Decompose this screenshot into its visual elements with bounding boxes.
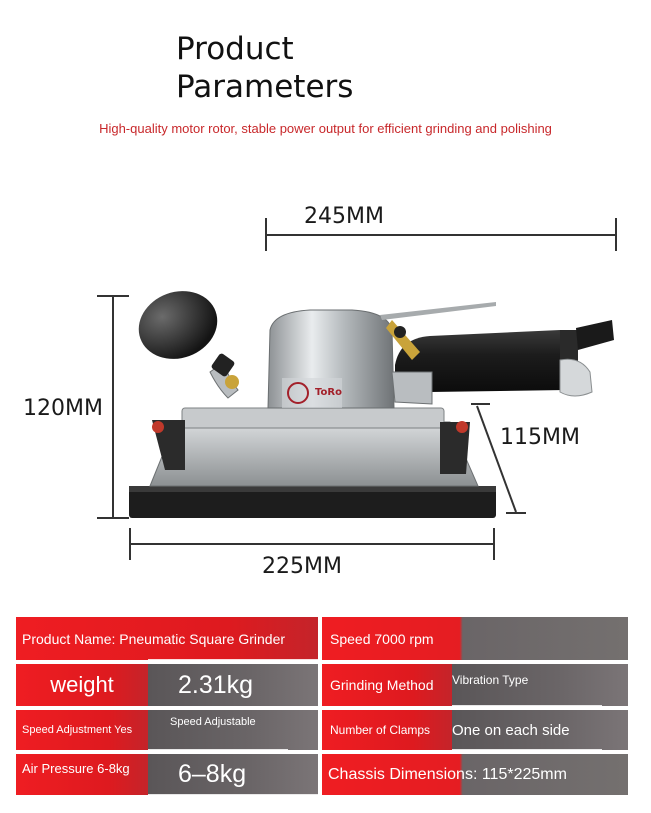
spec-cell-clamps-value bbox=[452, 710, 628, 750]
divider bbox=[148, 659, 318, 660]
spec-cell-clamps-label bbox=[322, 710, 452, 750]
spec-cell-air-label bbox=[16, 754, 148, 795]
divider bbox=[148, 794, 318, 795]
grinder-illustration bbox=[129, 280, 614, 518]
dim-label-side: 115MM bbox=[500, 425, 580, 450]
divider bbox=[452, 749, 602, 750]
product-photo bbox=[0, 180, 651, 600]
spec-cell-air-value bbox=[148, 754, 318, 795]
spec-cell-speed bbox=[322, 617, 628, 660]
page-subtitle: High-quality motor rotor, stable power output for efficient grinding and polishing bbox=[99, 121, 552, 136]
spec-grinding-value: Vibration Type bbox=[452, 673, 529, 687]
dim-label-base: 225MM bbox=[262, 554, 342, 579]
spec-weight-label: weight bbox=[50, 672, 114, 697]
spec-cell-speed-adj-label bbox=[16, 710, 148, 750]
spec-speed: Speed 7000 rpm bbox=[330, 630, 434, 647]
spec-speed-adj-label: Speed Adjustment Yes bbox=[22, 724, 133, 736]
spec-air-value: 6–8kg bbox=[178, 760, 247, 788]
divider bbox=[148, 749, 288, 750]
spec-air-label: Air Pressure 6-8kg bbox=[22, 761, 130, 776]
spec-cell-weight-value bbox=[148, 664, 318, 706]
brand-logo: ToRo bbox=[315, 387, 342, 398]
spec-table bbox=[16, 617, 628, 795]
spec-cell-chassis bbox=[322, 754, 628, 795]
spec-chassis: Chassis Dimensions: 115*225mm bbox=[328, 765, 567, 783]
spec-cell-grinding-label bbox=[322, 664, 452, 706]
spec-cell-speed-adj-value bbox=[148, 710, 318, 750]
page-title bbox=[176, 30, 476, 106]
spec-clamps-label: Number of Clamps bbox=[330, 723, 431, 737]
dim-label-length: 245MM bbox=[304, 204, 384, 229]
spec-grinding-label: Grinding Method bbox=[330, 677, 434, 693]
spec-clamps-value: One on each side bbox=[452, 721, 570, 739]
divider bbox=[452, 705, 602, 706]
dim-label-height: 120MM bbox=[23, 396, 103, 421]
title-line-2: Parameters bbox=[176, 69, 354, 105]
spec-cell-weight-label bbox=[16, 664, 148, 706]
spec-speed-adj-value: Speed Adjustable bbox=[170, 716, 256, 728]
spec-cell-grinding-value bbox=[452, 664, 628, 706]
spec-product-name: Product Name: Pneumatic Square Grinder bbox=[22, 630, 286, 647]
spec-weight-value: 2.31kg bbox=[178, 670, 254, 699]
title-line-1: Product bbox=[176, 31, 294, 67]
spec-cell-product-name bbox=[16, 617, 318, 660]
